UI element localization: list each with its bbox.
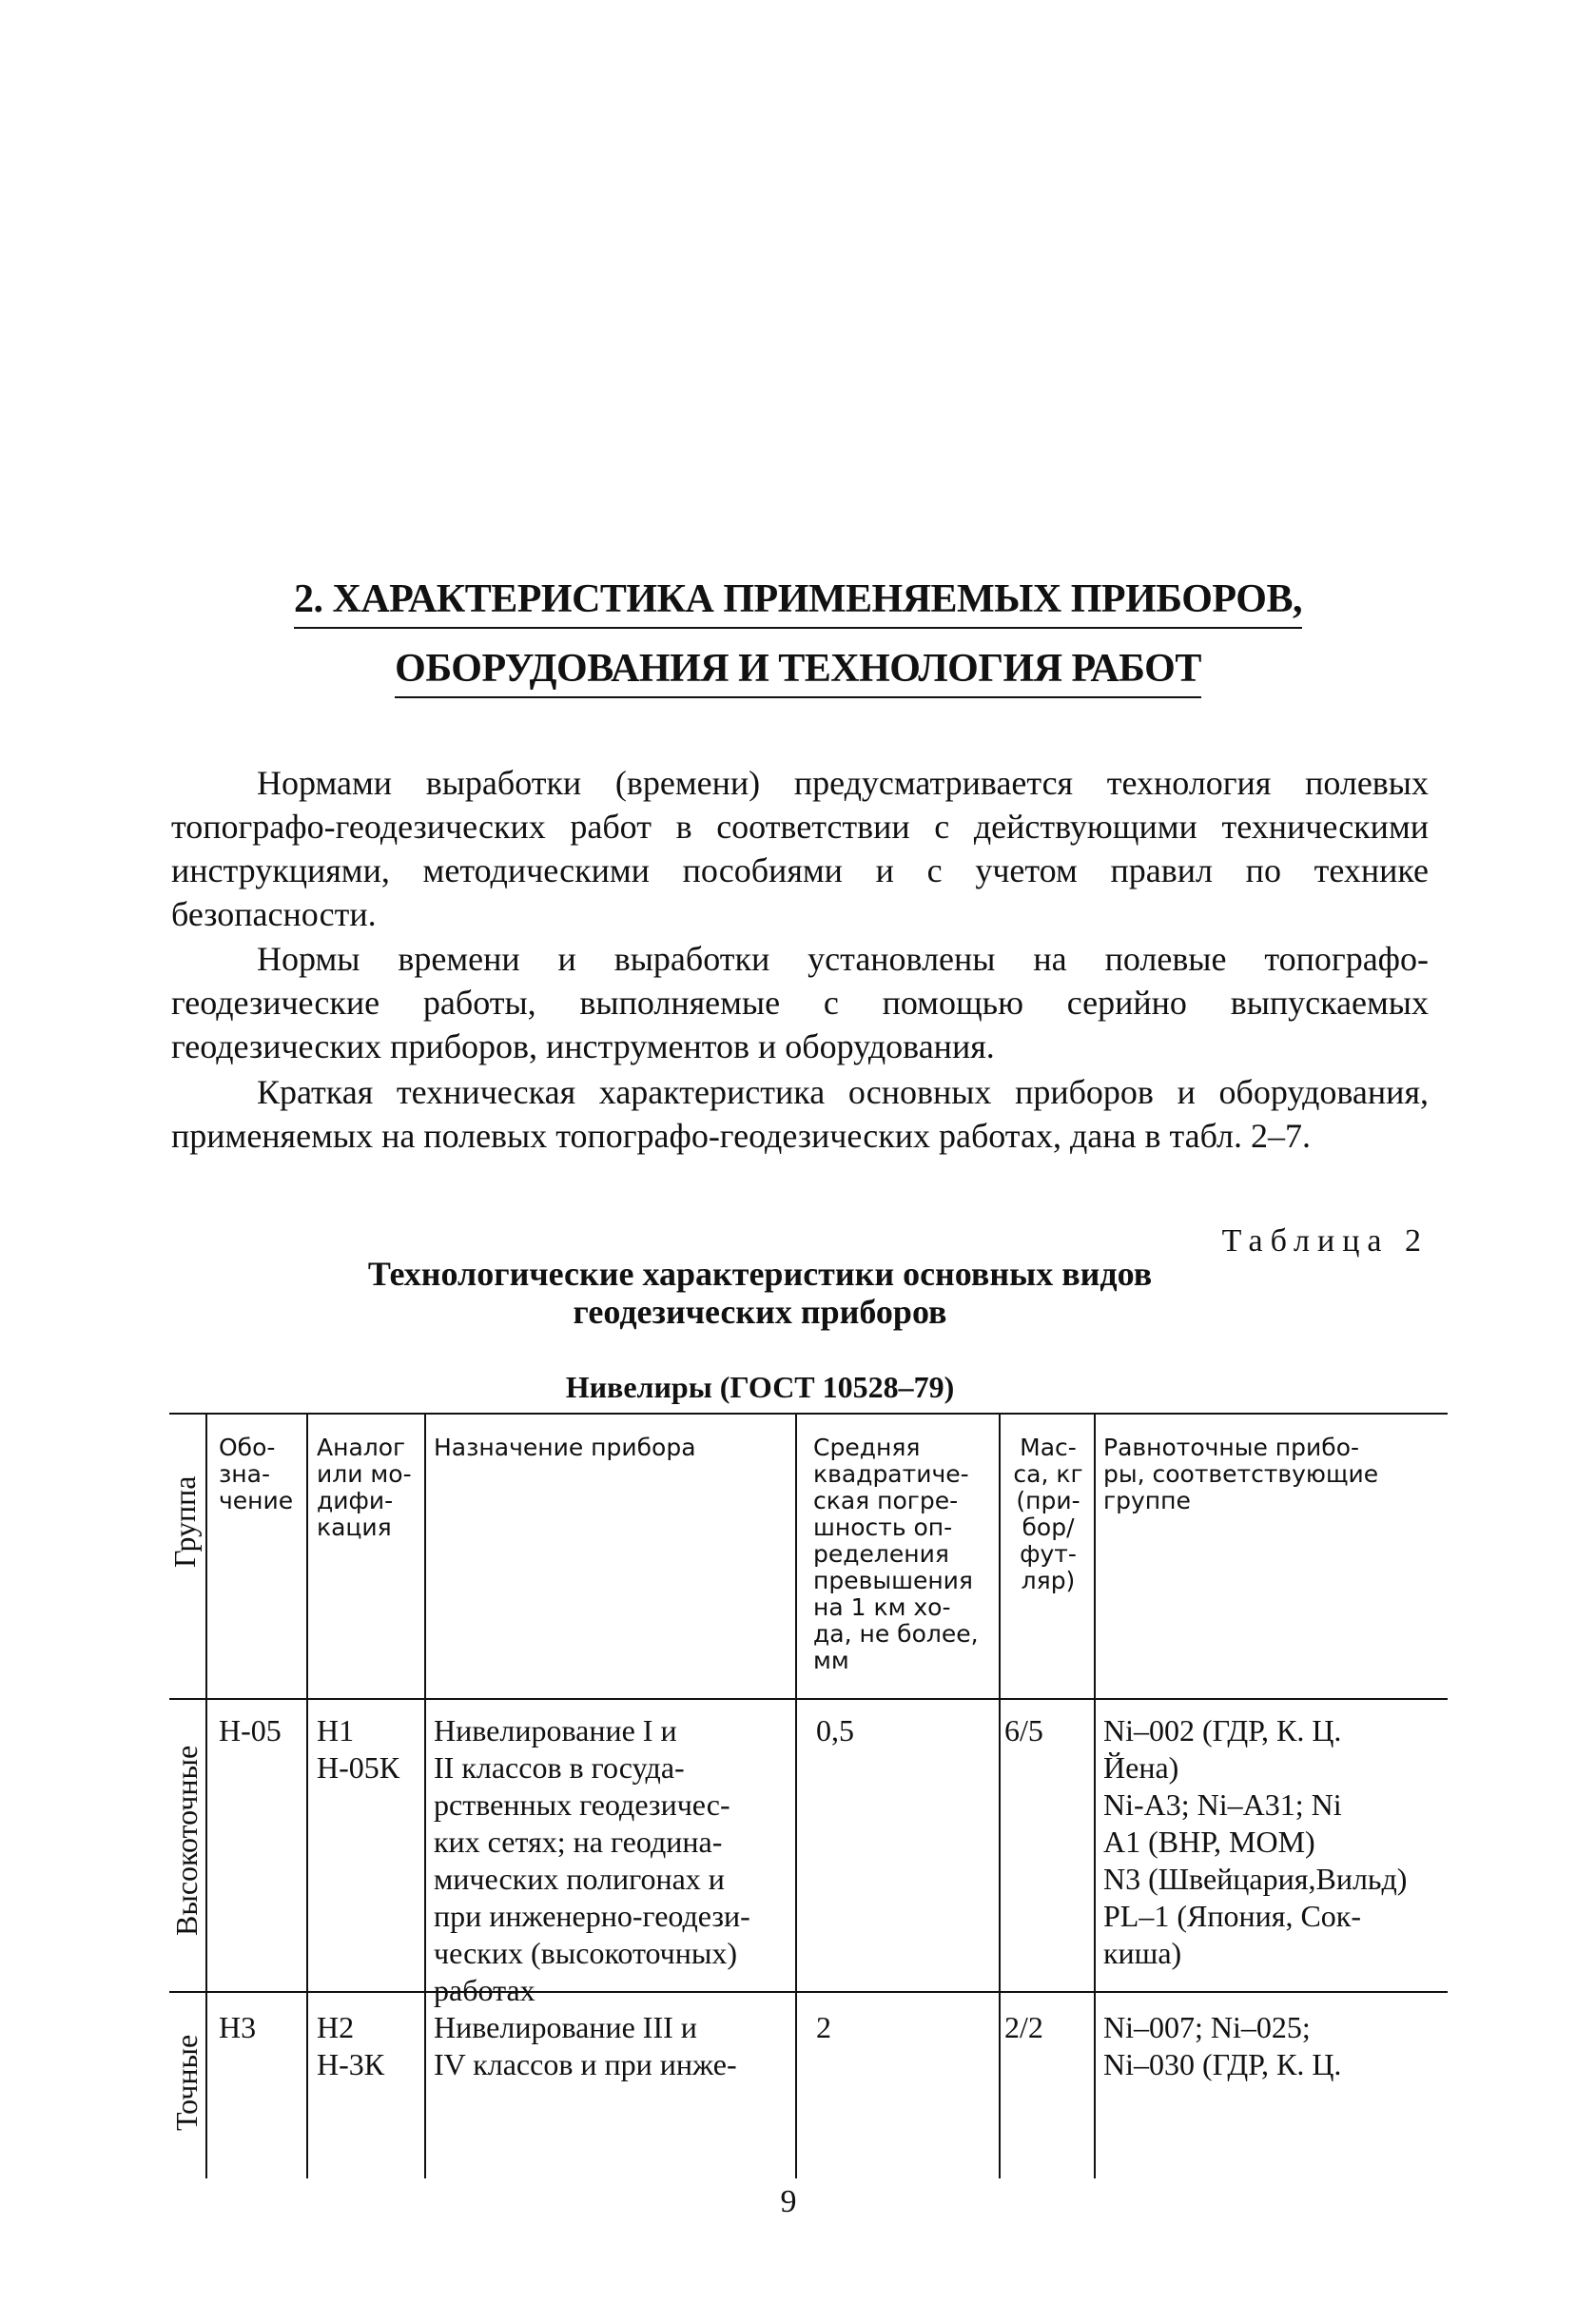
header-error-line: ределения xyxy=(813,1540,949,1568)
col-divider-2 xyxy=(306,1413,308,2178)
table-row-rule xyxy=(169,1991,1448,1993)
row1-mass: 6/5 xyxy=(1004,1713,1043,1748)
row1-equivalent-line: Йена) xyxy=(1103,1750,1179,1785)
row1-purpose-line: мических полигонах и xyxy=(434,1862,725,1896)
row1-purpose xyxy=(434,1712,793,2009)
section-title-line1 xyxy=(0,576,1596,629)
row2-purpose-line: IV классов и при инже- xyxy=(434,2047,737,2081)
row1-equivalent-line: киша) xyxy=(1103,1936,1182,1970)
row1-purpose-line: работах xyxy=(434,1973,535,2007)
header-equivalent-line: Равноточные прибо- xyxy=(1103,1434,1360,1461)
row1-purpose-line: Нивелирование I и xyxy=(434,1713,677,1748)
header-analog-line: или мо- xyxy=(317,1460,412,1488)
row1-equivalent-line: Ni-A3; Ni–A31; Ni xyxy=(1103,1787,1342,1822)
page-number: 9 xyxy=(780,2184,797,2219)
table-header-rule xyxy=(169,1698,1448,1700)
header-designation xyxy=(219,1435,304,1514)
row2-mass: 2/2 xyxy=(1004,2010,1043,2044)
col-divider-5 xyxy=(999,1413,1001,2178)
header-analog xyxy=(317,1435,423,1541)
col-divider-6 xyxy=(1094,1413,1096,2178)
header-designation-line: зна- xyxy=(219,1460,270,1488)
header-error-line: да, не более, xyxy=(813,1620,979,1648)
row1-equivalent-line: PL–1 (Япония, Сок- xyxy=(1103,1899,1361,1933)
header-error-line: мм xyxy=(813,1647,849,1674)
header-mass-line: (при- xyxy=(1016,1487,1080,1514)
header-error-line: Средняя xyxy=(813,1434,921,1461)
row1-purpose-line: ческих (высокоточных) xyxy=(434,1936,738,1970)
row2-analog-line: Н-3К xyxy=(317,2047,385,2081)
row2-analog-line: Н2 xyxy=(317,2010,355,2044)
header-mass xyxy=(1004,1435,1092,1594)
header-mass-line: Мас- xyxy=(1020,1434,1077,1461)
row1-analog-line: Н1 xyxy=(317,1713,355,1748)
header-mass-line: бор/ xyxy=(1022,1513,1075,1541)
row2-purpose-line: Нивелирование III и xyxy=(434,2010,697,2044)
table-title-line2: геодезических приборов xyxy=(573,1293,947,1331)
paragraph-1: Нормами выработки (времени) предусматривается технология полевых топографо-геодезических работ в соответствии с действующими техническими инструкциями, методическими пособиями и с учетом правил по технике безопасности. xyxy=(171,764,1429,933)
paragraph-2: Нормы времени и выработки установлены на полевые топографо-геодезические работы, выполняемые с помощью серийно выпускаемых геодезических приборов, инструментов и оборудования. xyxy=(171,940,1429,1065)
header-analog-line: дифи- xyxy=(317,1487,394,1514)
header-error-line: ская погре- xyxy=(813,1487,959,1514)
header-error-line: превышения xyxy=(813,1567,973,1594)
table-label: Таблица 2 xyxy=(1221,1223,1429,1259)
section-title-line1-text: 2. ХАРАКТЕРИСТИКА ПРИМЕНЯЕМЫХ ПРИБОРОВ, xyxy=(294,576,1302,629)
table-subtitle: Нивелиры (ГОСТ 10528–79) xyxy=(565,1370,955,1404)
header-equivalent-line: ры, соответствующие xyxy=(1103,1460,1379,1488)
row2-designation: Н3 xyxy=(219,2010,257,2044)
row1-analog-line: Н-05К xyxy=(317,1750,400,1785)
row1-analog xyxy=(317,1712,423,1787)
table-title-line1: Технологические характеристики основных видов xyxy=(367,1255,1153,1293)
col-divider-3 xyxy=(424,1413,426,2178)
header-mass-line: са, кг xyxy=(1013,1460,1083,1488)
col-divider-1 xyxy=(205,1413,207,2178)
header-equivalent-line: группе xyxy=(1103,1487,1191,1514)
header-mass-line: ляр) xyxy=(1021,1567,1076,1594)
section-title-line2 xyxy=(0,645,1596,698)
row2-group: Точные xyxy=(169,2034,204,2131)
row2-purpose xyxy=(434,2009,793,2083)
row1-purpose-line: II классов в госуда- xyxy=(434,1750,685,1785)
row2-error: 2 xyxy=(816,2010,831,2044)
col-divider-4 xyxy=(795,1413,797,2178)
header-error-line: шность оп- xyxy=(813,1513,953,1541)
header-purpose-line: Назначение прибора xyxy=(434,1434,696,1461)
header-error-line: на 1 км хо- xyxy=(813,1593,951,1621)
header-analog-line: кация xyxy=(317,1513,392,1541)
row2-equivalent-line: Ni–030 (ГДР, К. Ц. xyxy=(1103,2047,1342,2081)
row1-purpose-line: ких сетях; на геодина- xyxy=(434,1825,723,1859)
header-error xyxy=(813,1435,999,1674)
row1-equivalent-line: Ni–002 (ГДР, К. Ц. xyxy=(1103,1713,1342,1748)
header-group: Группа xyxy=(167,1475,202,1568)
row2-analog xyxy=(317,2009,423,2083)
row1-group: Высокоточные xyxy=(169,1745,204,1936)
row1-equivalent xyxy=(1103,1712,1448,1972)
row1-purpose-line: при инженерно-геодези- xyxy=(434,1899,750,1933)
section-title-line2-text: ОБОРУДОВАНИЯ И ТЕХНОЛОГИЯ РАБОТ xyxy=(395,645,1201,698)
header-analog-line: Аналог xyxy=(317,1434,406,1461)
header-designation-line: чение xyxy=(219,1487,294,1514)
header-error-line: квадратиче- xyxy=(813,1460,969,1488)
header-purpose xyxy=(434,1435,790,1461)
header-equivalent xyxy=(1103,1435,1446,1514)
header-designation-line: Обо- xyxy=(219,1434,276,1461)
row1-equivalent-line: N3 (Швейцария,Вильд) xyxy=(1103,1862,1408,1896)
row1-error: 0,5 xyxy=(816,1713,854,1748)
row1-designation: Н-05 xyxy=(219,1713,282,1748)
header-mass-line: фут- xyxy=(1020,1540,1077,1568)
row2-equivalent xyxy=(1103,2009,1448,2083)
table-top-rule xyxy=(169,1413,1448,1415)
row2-equivalent-line: Ni–007; Ni–025; xyxy=(1103,2010,1311,2044)
paragraph-3: Краткая техническая характеристика основных приборов и оборудования, применяемых на полевых топографо-геодезических работах, дана в табл. 2–7. xyxy=(171,1073,1429,1155)
row1-equivalent-line: A1 (ВНР, МОМ) xyxy=(1103,1825,1315,1859)
row1-purpose-line: рственных геодезичес- xyxy=(434,1787,730,1822)
